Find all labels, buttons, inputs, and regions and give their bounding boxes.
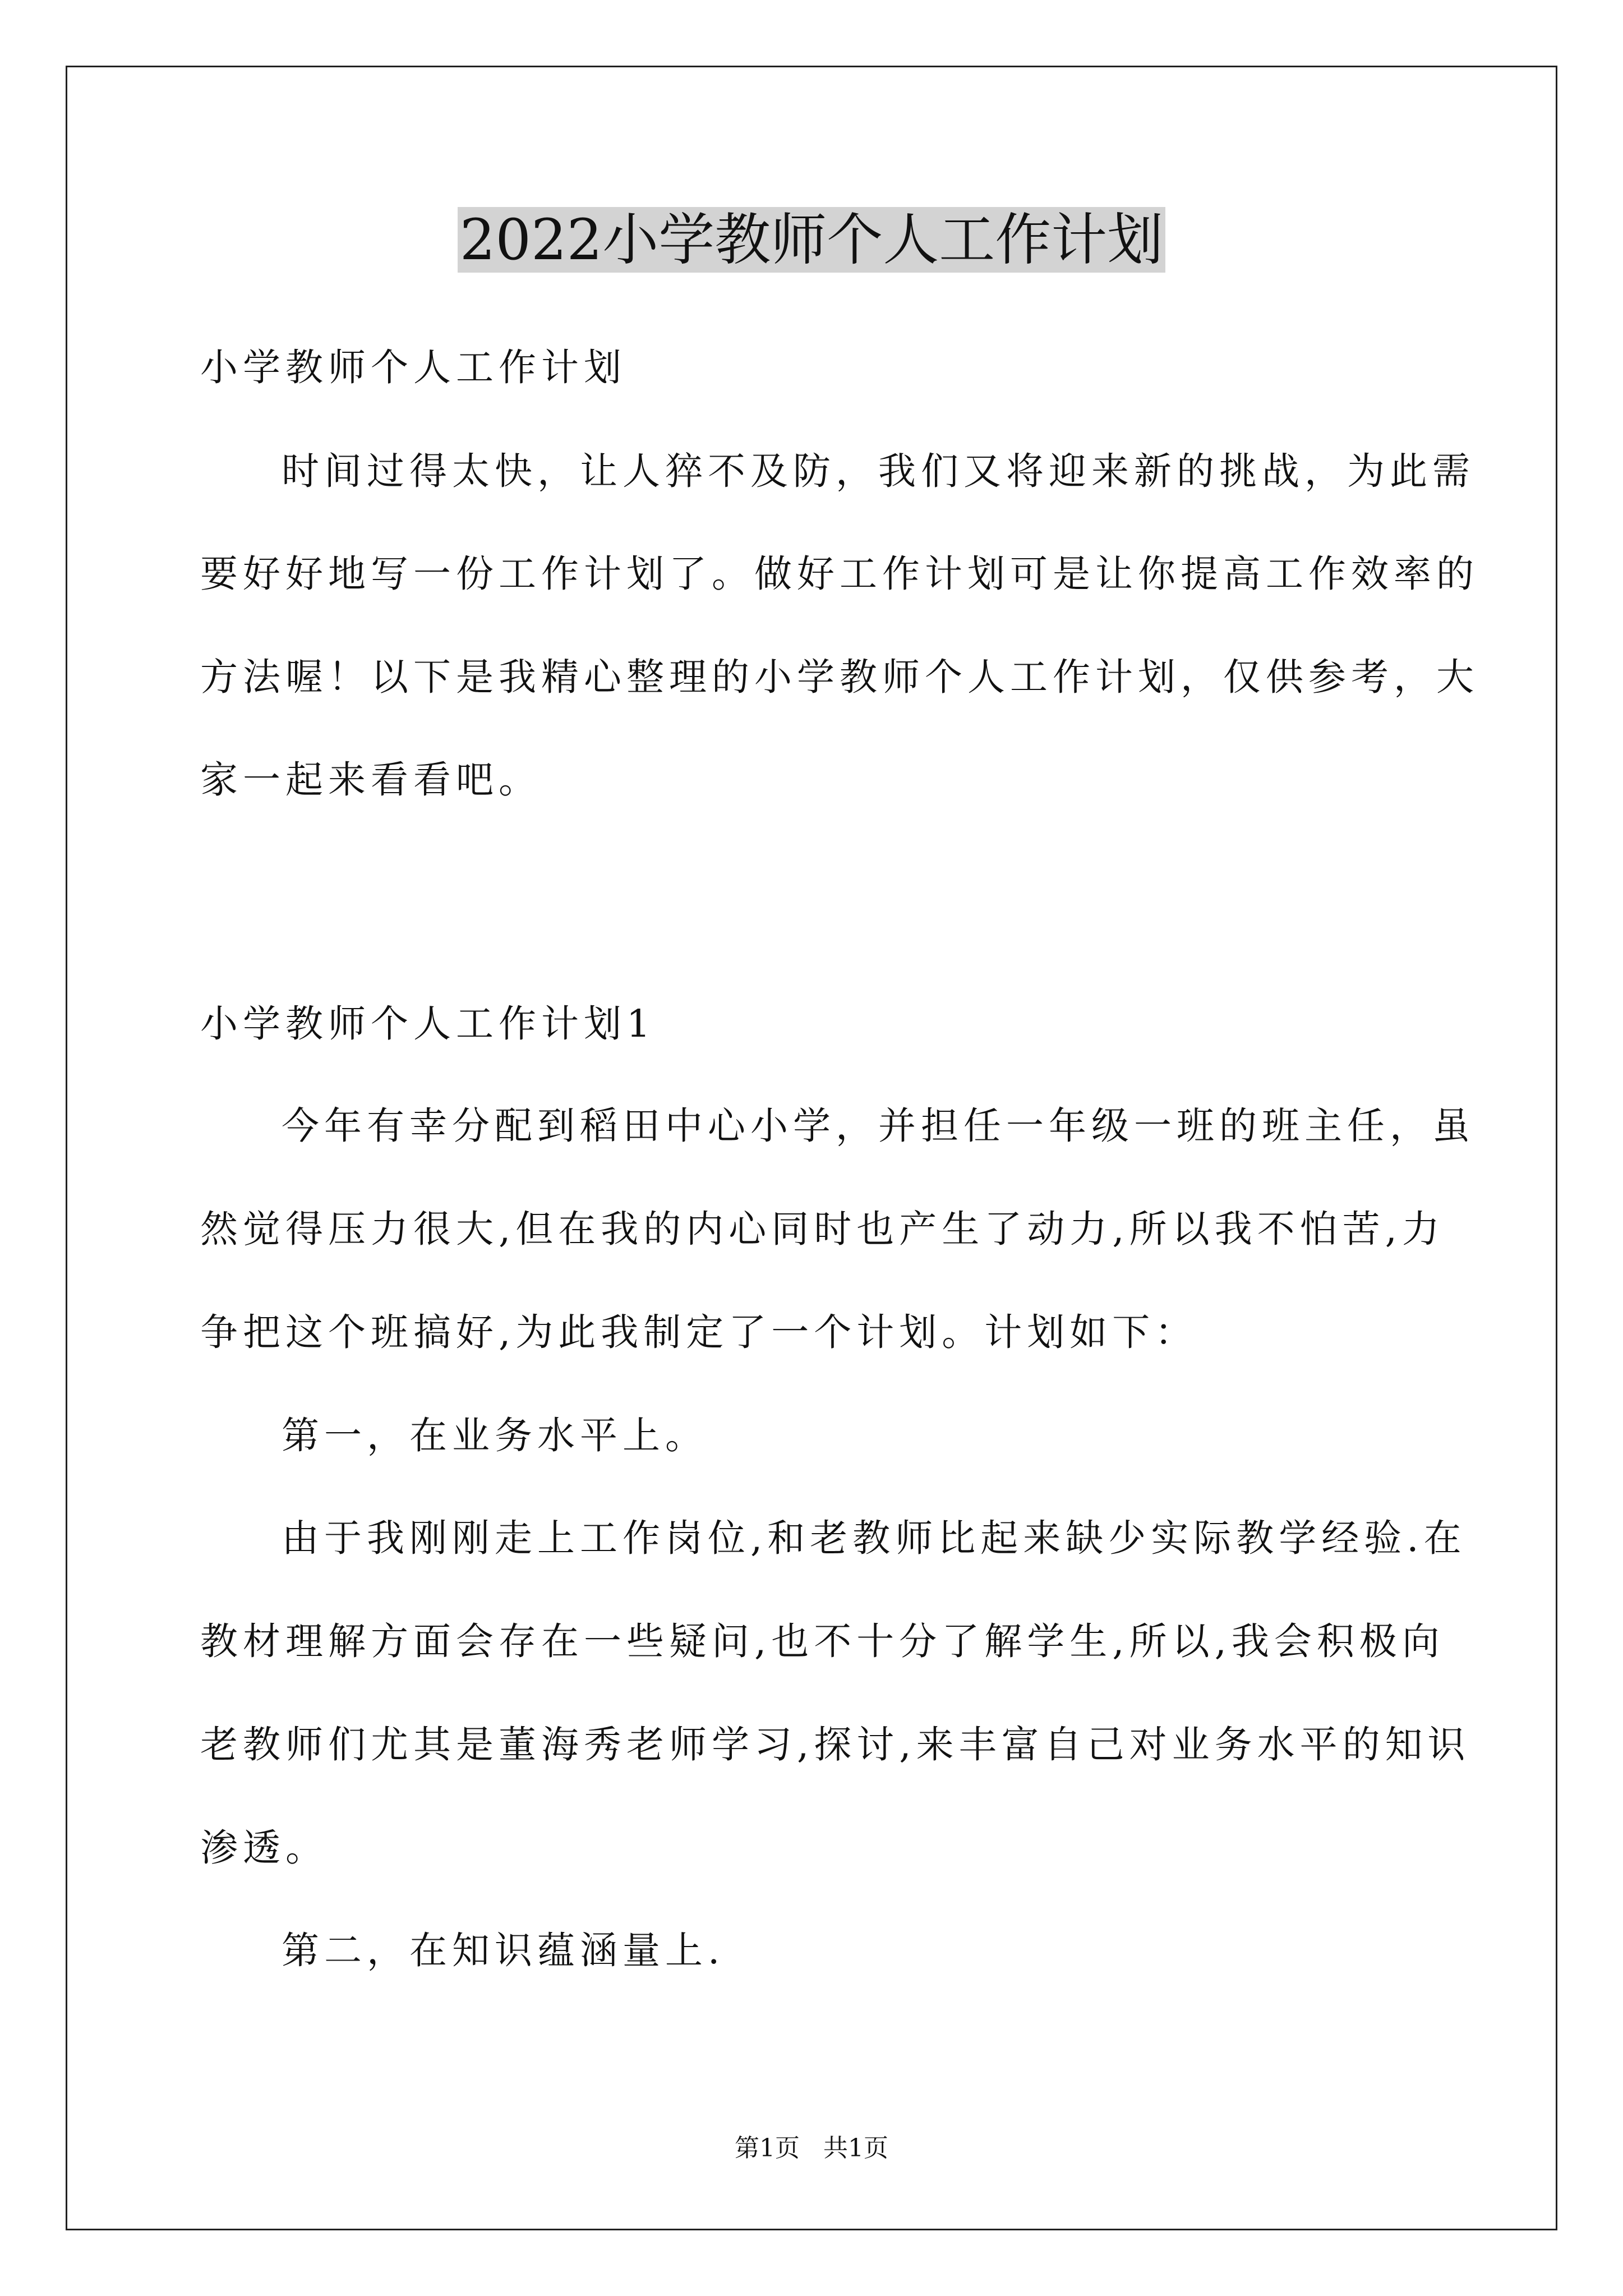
page-number: 第1页 共1页 (735, 2134, 888, 2162)
section-1-heading: 小学教师个人工作计划1 (200, 1002, 656, 1046)
section-1-p1-line-3: 争把这个班搞好,为此我制定了一个计划。计划如下： (200, 1310, 1198, 1354)
section-1-p1-line-2: 然觉得压力很大,但在我的内心同时也产生了动力,所以我不怕苦,力 (200, 1207, 1445, 1251)
section-1-p2-line-2: 教材理解方面会存在一些疑问,也不十分了解学生,所以,我会积极向 (200, 1619, 1445, 1663)
section-1-p2-line-4: 渗透。 (200, 1826, 328, 1870)
intro-line-1: 时间过得太快，让人猝不及防，我们又将迎来新的挑战，为此需 (282, 449, 1475, 493)
section-1-point-2: 第二，在知识蕴涵量上. (282, 1929, 725, 1972)
section-1-p2-line-3: 老教师们尤其是董海秀老师学习,探讨,来丰富自己对业务水平的知识 (200, 1723, 1470, 1766)
document-title-text: 2022小学教师个人工作计划 (458, 207, 1166, 273)
intro-line-4: 家一起来看看吧。 (200, 758, 541, 802)
document-title (0, 203, 1623, 277)
intro-line-2: 要好好地写一份工作计划了。做好工作计划可是让你提高工作效率的 (200, 552, 1479, 596)
section-1-p1-line-1: 今年有幸分配到稻田中心小学，并担任一年级一班的班主任，虽 (282, 1104, 1475, 1148)
subtitle: 小学教师个人工作计划 (200, 346, 626, 389)
section-1-p2-line-1: 由于我刚刚走上工作岗位,和老教师比起来缺少实际教学经验.在 (282, 1516, 1467, 1560)
section-1-point-1: 第一，在业务水平上。 (282, 1414, 708, 1457)
intro-line-3: 方法喔！以下是我精心整理的小学教师个人工作计划，仅供参考，大 (200, 655, 1479, 699)
